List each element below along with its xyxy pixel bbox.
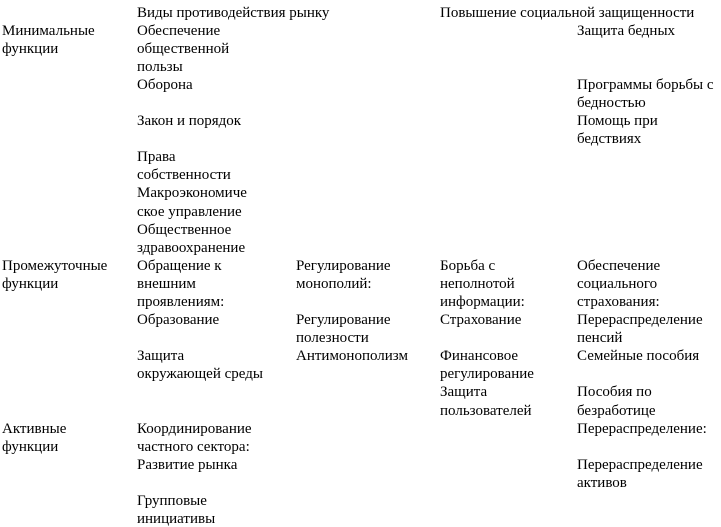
- monopoly-regulation-cell-line: [296, 492, 408, 510]
- main-functions-cell-line: собственности: [137, 167, 231, 184]
- social-protection-cell-line: Перераспределение: [577, 312, 703, 329]
- information-failures-cell-line: [440, 456, 534, 474]
- social-protection-cell-line: активов: [577, 474, 627, 491]
- main-functions-cell-line: [137, 402, 263, 420]
- row-headers-cell-line: [2, 184, 107, 202]
- row-headers-cell-line: [2, 4, 107, 22]
- monopoly-regulation-cell-line: Регулирование: [296, 312, 391, 329]
- monopoly-regulation-cell-line: [296, 76, 408, 94]
- row-headers-cell-line: [2, 347, 107, 365]
- social-protection-cell-line: Перераспределение:: [577, 420, 707, 437]
- monopoly-regulation-cell-line: [296, 40, 408, 58]
- social-protection-cell-line: [577, 148, 714, 166]
- main-functions-cell-line: ское управление: [137, 203, 242, 220]
- row-headers-cell-line: [2, 492, 107, 510]
- social-protection-cell-line: Обеспечение: [577, 257, 661, 274]
- social-protection-cell-line: [577, 4, 714, 22]
- main-functions-cell-line: [137, 4, 263, 22]
- group-header-social-protection: Повышение социальной защищенности: [440, 4, 695, 21]
- main-functions-cell-line: [137, 329, 263, 347]
- row-headers-cell-line: [2, 130, 107, 148]
- information-failures-cell-line: [440, 166, 534, 184]
- information-failures-cell-line: [440, 420, 534, 438]
- social-protection-cell-line: Пособия по: [577, 384, 652, 401]
- main-functions-cell-line: общественной: [137, 40, 230, 57]
- row-headers-cell-line: Активные: [2, 420, 67, 437]
- information-failures-cell-line: [440, 40, 534, 58]
- social-protection-cell-line: [577, 166, 714, 184]
- social-protection-cell-line: Помощь при: [577, 113, 658, 130]
- main-functions-cell-line: [137, 130, 263, 148]
- monopoly-regulation-cell-line: [296, 239, 408, 257]
- table-column-row-headers: [2, 4, 107, 527]
- social-protection-cell-line: Программы борьбы с: [577, 76, 714, 93]
- social-protection-cell-line: [577, 221, 714, 239]
- information-failures-cell-line: [440, 76, 534, 94]
- row-headers-cell-line: [2, 474, 107, 492]
- main-functions-cell-line: пользы: [137, 58, 183, 75]
- row-headers-cell-line: функции: [2, 40, 59, 57]
- social-protection-cell-line: Защита бедных: [577, 22, 676, 39]
- monopoly-regulation-cell-line: [296, 420, 408, 438]
- row-headers-cell-line: [2, 365, 107, 383]
- row-headers-cell-line: [2, 94, 107, 112]
- information-failures-cell-line: регулирование: [440, 366, 534, 383]
- monopoly-regulation-cell-line: [296, 94, 408, 112]
- table-column-information-failures: [440, 4, 534, 527]
- main-functions-cell-line: Обеспечение: [137, 22, 221, 39]
- social-protection-cell-line: Перераспределение: [577, 456, 703, 473]
- social-protection-cell-line: социального: [577, 275, 658, 292]
- main-functions-cell-line: внешним: [137, 275, 196, 292]
- group-header-market-counteraction: Виды противодействия рынку: [137, 4, 330, 21]
- information-failures-cell-line: [440, 184, 534, 202]
- monopoly-regulation-cell-line: [296, 293, 408, 311]
- social-protection-cell-line: страхования:: [577, 294, 660, 310]
- information-failures-cell-line: Финансовое: [440, 348, 519, 365]
- row-headers-cell-line: [2, 510, 107, 527]
- monopoly-regulation-cell-line: [296, 184, 408, 202]
- main-functions-cell-line: проявлениям:: [137, 294, 225, 310]
- information-failures-cell-line: [440, 130, 534, 148]
- information-failures-cell-line: [440, 94, 534, 112]
- main-functions-cell-line: здравоохранение: [137, 239, 246, 256]
- information-failures-cell-line: [440, 239, 534, 257]
- monopoly-regulation-cell-line: [296, 203, 408, 221]
- main-functions-cell-line: Оборона: [137, 76, 193, 93]
- main-functions-cell-line: Координирование: [137, 420, 252, 437]
- information-failures-cell-line: [440, 221, 534, 239]
- information-failures-cell-line: пользователей: [440, 402, 532, 419]
- row-headers-cell-line: [2, 383, 107, 401]
- information-failures-cell-line: [440, 329, 534, 347]
- main-functions-cell-line: Образование: [137, 312, 220, 329]
- information-failures-cell-line: Борьба с: [440, 257, 496, 274]
- information-failures-cell-line: [440, 492, 534, 510]
- row-headers-cell-line: [2, 221, 107, 239]
- social-protection-cell-line: пенсий: [577, 330, 623, 347]
- social-protection-cell-line: [577, 438, 714, 456]
- monopoly-regulation-cell-line: [296, 221, 408, 239]
- information-failures-cell-line: неполнотой: [440, 275, 515, 292]
- main-functions-cell-line: Защита: [137, 348, 185, 365]
- table-column-main-functions: [137, 4, 263, 527]
- monopoly-regulation-cell-line: [296, 402, 408, 420]
- monopoly-regulation-cell-line: [296, 510, 408, 527]
- row-headers-cell-line: [2, 456, 107, 474]
- social-protection-cell-line: Семейные пособия: [577, 348, 700, 365]
- information-failures-cell-line: [440, 4, 534, 22]
- information-failures-cell-line: Страхование: [440, 312, 522, 329]
- main-functions-cell-line: Обращение к: [137, 257, 222, 274]
- row-headers-cell-line: функции: [2, 438, 59, 455]
- social-protection-cell-line: [577, 510, 714, 527]
- social-protection-cell-line: [577, 365, 714, 383]
- information-failures-cell-line: [440, 474, 534, 492]
- information-failures-cell-line: [440, 148, 534, 166]
- main-functions-cell-line: Права: [137, 149, 176, 166]
- main-functions-cell-line: окружающей среды: [137, 366, 263, 383]
- monopoly-regulation-cell-line: [296, 474, 408, 492]
- information-failures-cell-line: Защита: [440, 384, 488, 401]
- information-failures-cell-line: [440, 58, 534, 76]
- social-protection-cell-line: бедностью: [577, 94, 646, 111]
- main-functions-cell-line: Закон и порядок: [137, 113, 242, 130]
- social-protection-cell-line: [577, 239, 714, 257]
- monopoly-regulation-cell-line: [296, 438, 408, 456]
- row-headers-cell-line: [2, 293, 107, 311]
- main-functions-cell-line: [137, 94, 263, 112]
- monopoly-regulation-cell-line: [296, 365, 408, 383]
- social-protection-cell-line: [577, 492, 714, 510]
- main-functions-cell-line: Групповые: [137, 493, 207, 510]
- information-failures-cell-line: [440, 438, 534, 456]
- row-headers-cell-line: [2, 311, 107, 329]
- social-protection-cell-line: безработице: [577, 402, 656, 419]
- monopoly-regulation-cell-line: [296, 148, 408, 166]
- social-protection-cell-line: [577, 58, 714, 76]
- row-headers-cell-line: Минимальные: [2, 22, 95, 39]
- social-protection-cell-line: [577, 40, 714, 58]
- monopoly-regulation-cell-line: полезности: [296, 330, 369, 347]
- monopoly-regulation-cell-line: [296, 112, 408, 130]
- row-headers-cell-line: [2, 166, 107, 184]
- monopoly-regulation-cell-line: [296, 456, 408, 474]
- information-failures-cell-line: [440, 112, 534, 130]
- table-column-social-protection: [577, 4, 714, 527]
- information-failures-cell-line: [440, 22, 534, 40]
- social-protection-cell-line: [577, 203, 714, 221]
- monopoly-regulation-cell-line: [296, 58, 408, 76]
- information-failures-cell-line: [440, 510, 534, 527]
- row-headers-cell-line: Промежуточные: [2, 257, 108, 274]
- social-protection-cell-line: бедствиях: [577, 131, 642, 148]
- monopoly-regulation-cell-line: [296, 4, 408, 22]
- information-failures-cell-line: [440, 203, 534, 221]
- row-headers-cell-line: [2, 239, 107, 257]
- main-functions-cell-line: инициативы: [137, 511, 216, 527]
- row-headers-cell-line: [2, 58, 107, 76]
- main-functions-cell-line: Макроэкономиче: [137, 185, 247, 202]
- monopoly-regulation-cell-line: Регулирование: [296, 257, 391, 274]
- main-functions-cell-line: Общественное: [137, 221, 232, 238]
- row-headers-cell-line: [2, 112, 107, 130]
- monopoly-regulation-cell-line: [296, 166, 408, 184]
- row-headers-cell-line: [2, 203, 107, 221]
- monopoly-regulation-cell-line: [296, 383, 408, 401]
- main-functions-cell-line: [137, 383, 263, 401]
- social-protection-cell-line: [577, 184, 714, 202]
- main-functions-cell-line: [137, 474, 263, 492]
- row-headers-cell-line: [2, 148, 107, 166]
- table-column-monopoly-regulation: [296, 4, 408, 527]
- main-functions-cell-line: частного сектора:: [137, 438, 250, 455]
- monopoly-regulation-cell-line: Антимонополизм: [296, 348, 409, 365]
- monopoly-regulation-cell-line: [296, 130, 408, 148]
- monopoly-regulation-cell-line: [296, 22, 408, 40]
- information-failures-cell-line: информации:: [440, 294, 525, 310]
- row-headers-cell-line: [2, 329, 107, 347]
- main-functions-cell-line: Развитие рынка: [137, 456, 238, 473]
- row-headers-cell-line: функции: [2, 275, 59, 292]
- monopoly-regulation-cell-line: монополий:: [296, 275, 372, 292]
- row-headers-cell-line: [2, 76, 107, 94]
- row-headers-cell-line: [2, 402, 107, 420]
